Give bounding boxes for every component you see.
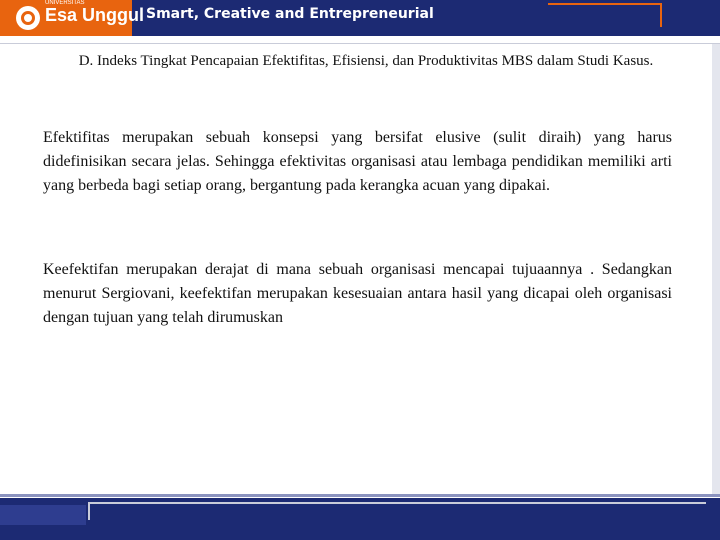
right-edge-decoration [712,44,720,494]
footer-divider [0,494,720,497]
footer-decoration [88,502,706,520]
header-decoration [548,3,662,27]
header-divider [0,36,720,44]
logo-subtitle: UNIVERSITAS [45,0,85,6]
logo-text: Esa Unggul [45,5,145,25]
paragraph-efektifitas: Efektifitas merupakan sebuah konsepsi yang bersifat elusive (sulit diraih) yang harus didefinisikan secara jelas. Sehingga efektivitas organisasi atau lembaga pendidikan memiliki arti yang berbeda bagi setiap orang, bergantung pada kerangka acuan yang dipakai. [43,129,672,194]
slide-title: D. Indeks Tingkat Pencapaian Efektifitas, Efisiensi, dan Produktivitas MBS dalam Studi Kasus. [78,53,654,69]
header-bar [0,0,720,36]
tagline: Smart, Creative and Entrepreneurial [146,6,434,22]
logo [0,0,145,36]
paragraph-keefektifan: Keefektifan merupakan derajat di mana sebuah organisasi mencapai tujuaannya . Sedangkan menurut Sergiovani, keefektifan merupakan kesesuaian antara hasil yang dicapai oleh organisasi dengan tujuan yang telah dirumuskan [43,261,672,326]
footer-accent [0,505,86,525]
esa-unggul-logo-icon [16,6,40,30]
